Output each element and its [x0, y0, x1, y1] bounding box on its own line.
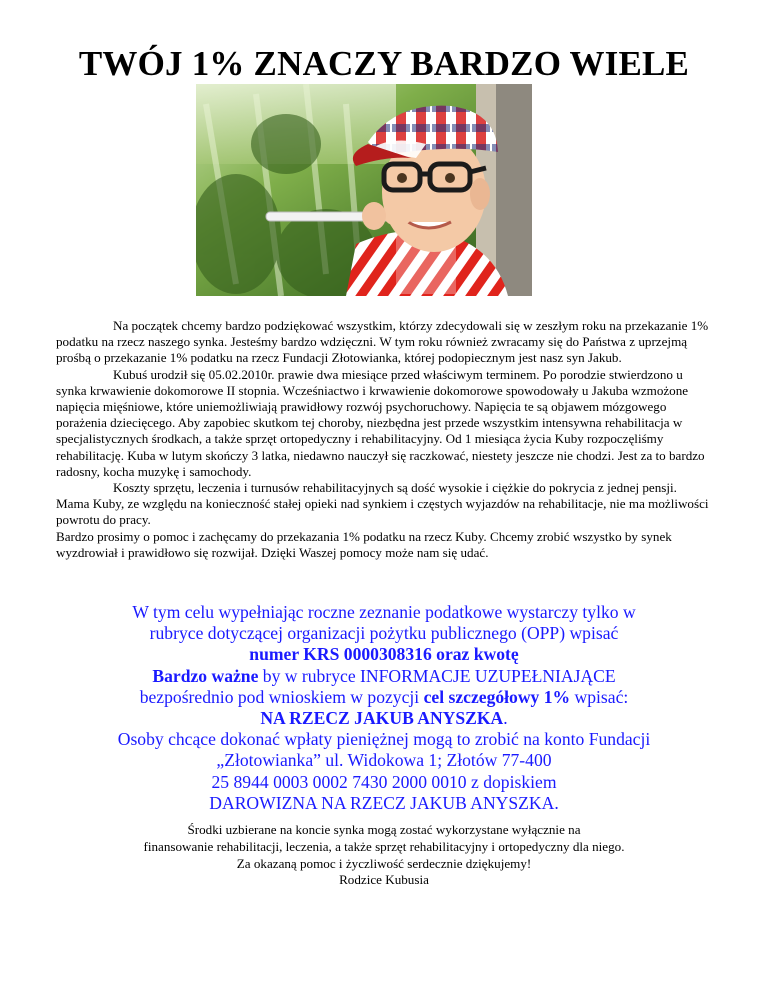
signature: Rodzice Kubusia [339, 872, 429, 888]
foundation-address: „Złotowianka” ul. Widokowa 1; Złotów 77-400 [216, 750, 552, 771]
instruction-line: rubryce dotyczącej organizacji pożytku publicznego (OPP) wpisać [149, 623, 619, 644]
closing-line: finansowanie rehabilitacji, leczenia, a także sprzęt rehabilitacyjny i ortopedyczny dla niego. [143, 838, 625, 854]
closing-line: Środki uzbierane na koncie synka mogą zostać wykorzystane wyłącznie na [187, 822, 581, 837]
child-photo-image [196, 84, 532, 296]
important-label: Bardzo ważne [152, 665, 259, 686]
instruction-line: wpisać: [570, 686, 629, 707]
paragraph-thanks: Na początek chcemy bardzo podziękować wszystkim, którzy zdecydowali się w zeszłym roku na przekazanie 1% podatku na rzecz naszego synka. Jesteśmy bardzo wdzięczni. W tym roku również zwracamy się do Państwa z uprzejmą prośbą o przekazanie 1% podatku na rzecz Fundacji Złotowianka, której podopiecznym jest nasz syn Jakub. [56, 318, 709, 366]
krs-number: numer KRS 0000308316 oraz kwotę [249, 644, 519, 665]
paragraph-costs: Koszty sprzętu, leczenia i turnusów rehabilitacyjnych są dość wysokie i ciężkie do pokrycia z jednej pensji. Mama Kuby, ze względu na konieczność stałej opieki nad synkiem i częstych wyjazdów na rehabilitacje, nie ma możliwości powrotu do pracy. [56, 480, 709, 528]
instruction-line: bezpośrednio pod wnioskiem w pozycji [139, 686, 424, 707]
paragraph-request: Bardzo prosimy o pomoc i zachęcamy do przekazania 1% podatku na rzecz Kuby. Chcemy zrobić wszystko by synek wyzdrowiał i prawidłowo się rozwijał. Dzięki Waszej pomocy może nam się udać. [56, 528, 672, 560]
recipient-period: . [503, 708, 508, 729]
story-text [56, 318, 712, 561]
closing-thanks: Za okazaną pomoc i życzliwość serdecznie dziękujemy! [236, 855, 532, 871]
recipient-name: NA RZECZ JAKUB ANYSZKA [260, 708, 504, 729]
tax-instructions [60, 602, 708, 814]
closing-text [60, 822, 708, 889]
instruction-line: W tym celu wypełniając roczne zeznanie podatkowe wystarczy tylko w [132, 602, 636, 622]
target-field-label: cel szczegółowy 1% [423, 686, 571, 707]
child-photo [196, 84, 532, 296]
instruction-line: by w rubryce INFORMACJE UZUPEŁNIAJĄCE [258, 665, 616, 686]
paragraph-story: Kubuś urodził się 05.02.2010r. prawie dwa miesiące przed właściwym terminem. Po porodzie stwierdzono u synka krwawienie dokomorowe II stopnia. Wcześniactwo i krwawienie dokomorowe spowodowały u Jakuba wzmożone napięcia mięśniowe, które uniemożliwiają prawidłowy rozwój psychoruchowy. Napięcia te są objawem mózgowego porażenia dziecięcego. Aby zapobiec skutkom tej choroby, niezbędna jest przede wszystkim intensywna rehabilitacja w specjalistycznych środkach, a także sprzęt ortopedyczny i rehabilitacyjny. Od 1 miesiąca życia Kuby rozpoczęliśmy rehabilitację. Kuba w lutym skończy 3 latka, niedawno nauczył się raczkować, niestety jeszcze nie chodzi. Jest za to bardzo radosny, kocha muzykę i samochody. [56, 366, 705, 479]
page-title: TWÓJ 1% ZNACZY BARDZO WIELE [78, 44, 690, 83]
instruction-line: Osoby chcące dokonać wpłaty pieniężnej mogą to zrobić na konto Fundacji [117, 729, 651, 750]
bank-account: 25 8944 0003 0002 7430 2000 0010 z dopiskiem [211, 771, 557, 792]
donation-note: DAROWIZNA NA RZECZ JAKUB ANYSZKA. [209, 792, 559, 813]
